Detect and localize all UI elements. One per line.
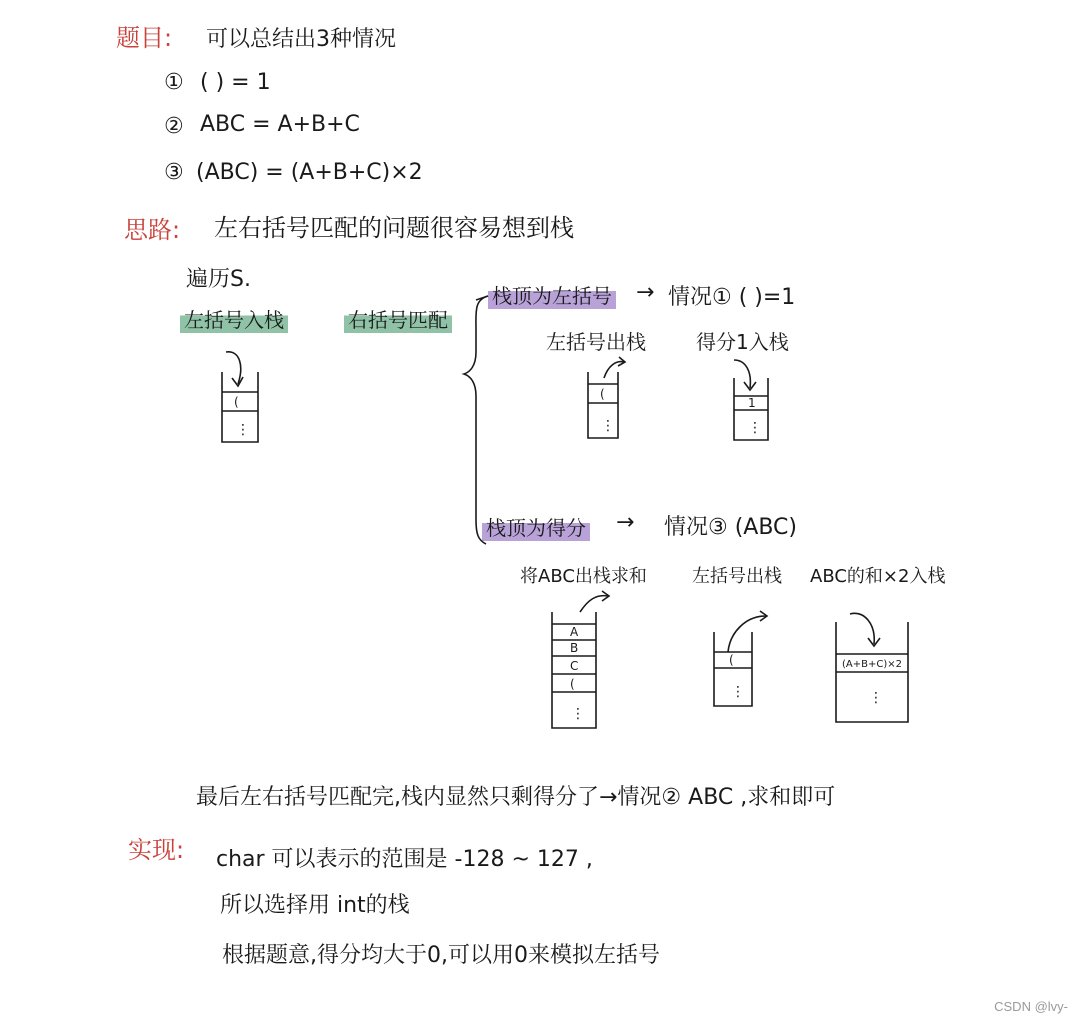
stack-3-cell-1: ⋮ [748, 420, 762, 436]
stack-5 [714, 611, 767, 706]
stack-2 [588, 357, 625, 438]
case-1-text: ( ) = 1 [200, 70, 271, 95]
impl-line-1: char 可以表示的范围是 -128 ~ 127 , [216, 847, 593, 872]
case-2-num: ② [164, 114, 184, 139]
case-3-num: ③ [164, 160, 184, 185]
branch1-step1: 左括号出栈 [546, 330, 646, 354]
case-1-num: ① [164, 70, 184, 95]
branch1-result: 情况① ( )=1 [668, 285, 796, 310]
stack-1-cell-1: ⋮ [236, 422, 250, 438]
traverse-text: 遍历S. [186, 267, 251, 292]
stack-3 [734, 360, 768, 440]
stack-6-cell-0: (A+B+C)×2 [842, 659, 902, 670]
stack-4-cell-0: A [570, 625, 579, 639]
stack-1-cell-0: ( [234, 395, 239, 409]
branch2-result: 情况③ (ABC) [664, 515, 797, 540]
right-match-label: 右括号匹配 [344, 304, 452, 333]
branch2-condition: 栈顶为得分 [482, 512, 590, 541]
csdn-watermark: CSDN @lvy- [994, 999, 1068, 1014]
stack-4-cell-4: ⋮ [571, 706, 585, 722]
title-text: 可以总结出3种情况 [206, 27, 396, 52]
branch2-arrow: → [616, 510, 635, 535]
impl-label: 实现: [128, 836, 185, 864]
stack-1 [222, 352, 258, 442]
idea-label: 思路: [124, 216, 181, 244]
stack-4 [552, 591, 609, 728]
stack-4-cell-3: ( [570, 677, 575, 691]
branch1-step2: 得分1入栈 [696, 330, 789, 354]
idea-text: 左右括号匹配的问题很容易想到栈 [214, 214, 574, 242]
stack-2-cell-0: ( [600, 387, 605, 401]
branch2-step2: 左括号出栈 [692, 566, 782, 587]
impl-line-2: 所以选择用 int的栈 [220, 893, 410, 918]
branch1-condition: 栈顶为左括号 [488, 280, 616, 309]
case-3-text: (ABC) = (A+B+C)×2 [196, 160, 423, 185]
left-push-label: 左括号入栈 [180, 304, 288, 333]
stack-4-cell-2: C [570, 659, 579, 673]
stack-5-cell-1: ⋮ [731, 684, 745, 700]
stack-3-cell-0: 1 [748, 396, 756, 410]
title-label: 题目: [116, 24, 173, 52]
stack-2-cell-1: ⋮ [601, 418, 615, 434]
stack-5-cell-0: ( [729, 653, 734, 667]
stack-6 [836, 613, 908, 722]
case-2-text: ABC = A+B+C [200, 112, 360, 137]
conclusion-text: 最后左右括号匹配完,栈内显然只剩得分了→情况② ABC ,求和即可 [196, 785, 836, 810]
impl-line-3: 根据题意,得分均大于0,可以用0来模拟左括号 [222, 943, 660, 968]
stack-4-cell-1: B [570, 641, 579, 655]
branch1-arrow: → [636, 280, 655, 305]
branch2-step3: ABC的和×2入栈 [810, 566, 946, 587]
stack-6-cell-1: ⋮ [869, 690, 883, 706]
branch2-step1: 将ABC出栈求和 [520, 566, 647, 587]
branch-brace [464, 296, 488, 544]
